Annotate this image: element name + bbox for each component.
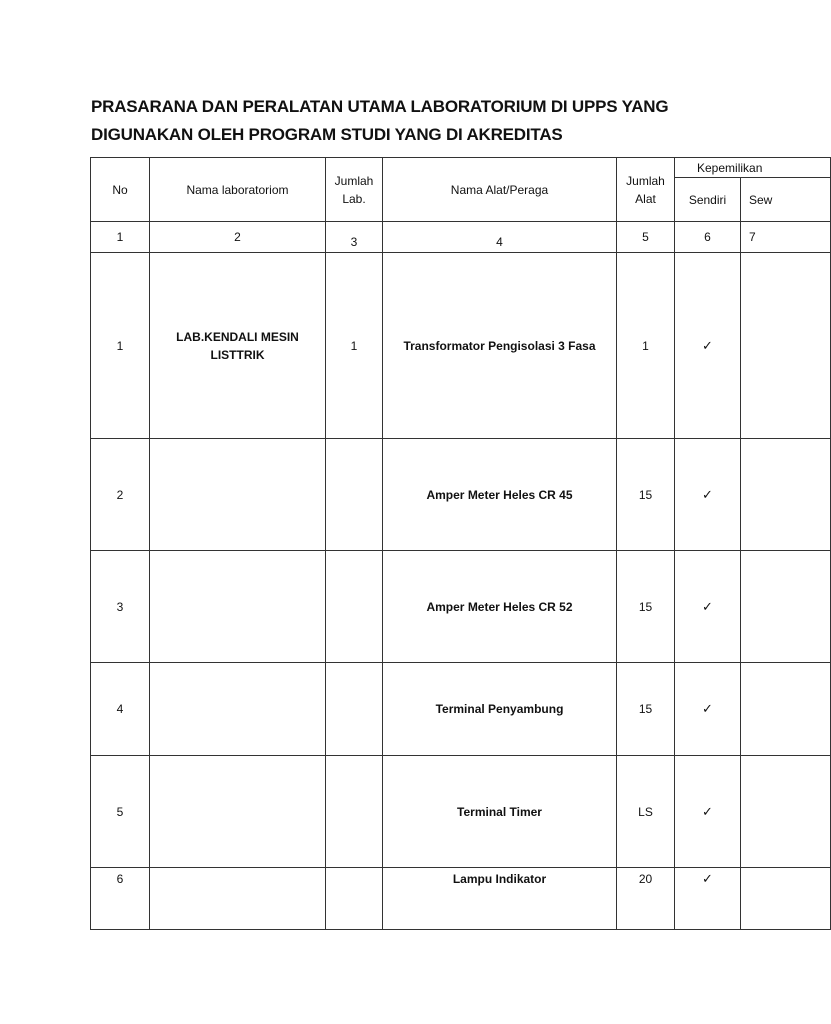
header-nama-alat: Nama Alat/Peraga bbox=[383, 158, 617, 222]
header-kepemilikan: Kepemilikan bbox=[675, 158, 831, 178]
cell-alat: Terminal Timer bbox=[383, 756, 617, 868]
cell-jumlah-lab: 1 bbox=[326, 253, 383, 439]
cell-no: 3 bbox=[91, 551, 150, 663]
index-cell: 1 bbox=[91, 222, 150, 253]
cell-jumlah-lab bbox=[326, 756, 383, 868]
check-icon: ✓ bbox=[675, 253, 741, 439]
title-line-1: PRASARANA DAN PERALATAN UTAMA LABORATORIUM DI UPPS YANG bbox=[91, 97, 669, 116]
header-sendiri: Sendiri bbox=[675, 178, 741, 222]
index-cell: 5 bbox=[617, 222, 675, 253]
cell-sewa bbox=[741, 253, 831, 439]
index-cell: 7 bbox=[741, 222, 831, 253]
cell-jumlah-lab bbox=[326, 439, 383, 551]
cell-jumlah-lab bbox=[326, 551, 383, 663]
header-row-1 bbox=[91, 158, 831, 178]
lab-equipment-table bbox=[90, 157, 831, 930]
header-jumlah-lab: Jumlah Lab. bbox=[326, 158, 383, 222]
header-jumlah-alat: Jumlah Alat bbox=[617, 158, 675, 222]
header-nama-lab: Nama laboratoriom bbox=[150, 158, 326, 222]
index-cell: 2 bbox=[150, 222, 326, 253]
check-icon: ✓ bbox=[675, 663, 741, 756]
cell-sewa bbox=[741, 439, 831, 551]
index-row bbox=[91, 222, 831, 253]
cell-alat: Transformator Pengisolasi 3 Fasa bbox=[383, 253, 617, 439]
cell-jumlah-lab bbox=[326, 663, 383, 756]
check-icon: ✓ bbox=[675, 868, 741, 930]
cell-no: 5 bbox=[91, 756, 150, 868]
cell-sewa bbox=[741, 551, 831, 663]
cell-lab bbox=[150, 756, 326, 868]
cell-no: 4 bbox=[91, 663, 150, 756]
title-line-2: DIGUNAKAN OLEH PROGRAM STUDI YANG DI AKREDITAS bbox=[91, 125, 563, 144]
cell-jumlah-alat: 15 bbox=[617, 551, 675, 663]
cell-no: 1 bbox=[91, 253, 150, 439]
cell-lab bbox=[150, 439, 326, 551]
table-row bbox=[91, 551, 831, 663]
cell-no: 6 bbox=[91, 868, 150, 930]
cell-sewa bbox=[741, 868, 831, 930]
table-row bbox=[91, 868, 831, 930]
header-no: No bbox=[91, 158, 150, 222]
cell-sewa bbox=[741, 756, 831, 868]
index-cell: 3 bbox=[326, 222, 383, 253]
check-icon: ✓ bbox=[675, 439, 741, 551]
cell-jumlah-alat: LS bbox=[617, 756, 675, 868]
index-cell: 6 bbox=[675, 222, 741, 253]
cell-alat: Terminal Penyambung bbox=[383, 663, 617, 756]
table-row bbox=[91, 663, 831, 756]
cell-jumlah-alat: 15 bbox=[617, 439, 675, 551]
cell-jumlah-alat: 15 bbox=[617, 663, 675, 756]
table-row bbox=[91, 253, 831, 439]
cell-lab bbox=[150, 868, 326, 930]
cell-no: 2 bbox=[91, 439, 150, 551]
table-container bbox=[90, 157, 773, 931]
cell-lab bbox=[150, 551, 326, 663]
document-title bbox=[91, 93, 751, 149]
cell-lab: LAB.KENDALI MESIN LISTTRIK bbox=[150, 253, 326, 439]
cell-jumlah-lab bbox=[326, 868, 383, 930]
index-cell: 4 bbox=[383, 222, 617, 253]
check-icon: ✓ bbox=[675, 551, 741, 663]
table-row bbox=[91, 439, 831, 551]
cell-lab bbox=[150, 663, 326, 756]
header-sewa: Sew bbox=[741, 178, 831, 222]
cell-alat: Amper Meter Heles CR 52 bbox=[383, 551, 617, 663]
cell-sewa bbox=[741, 663, 831, 756]
cell-jumlah-alat: 1 bbox=[617, 253, 675, 439]
cell-jumlah-alat: 20 bbox=[617, 868, 675, 930]
cell-alat: Lampu Indikator bbox=[383, 868, 617, 930]
cell-alat: Amper Meter Heles CR 45 bbox=[383, 439, 617, 551]
table-row bbox=[91, 756, 831, 868]
check-icon: ✓ bbox=[675, 756, 741, 868]
